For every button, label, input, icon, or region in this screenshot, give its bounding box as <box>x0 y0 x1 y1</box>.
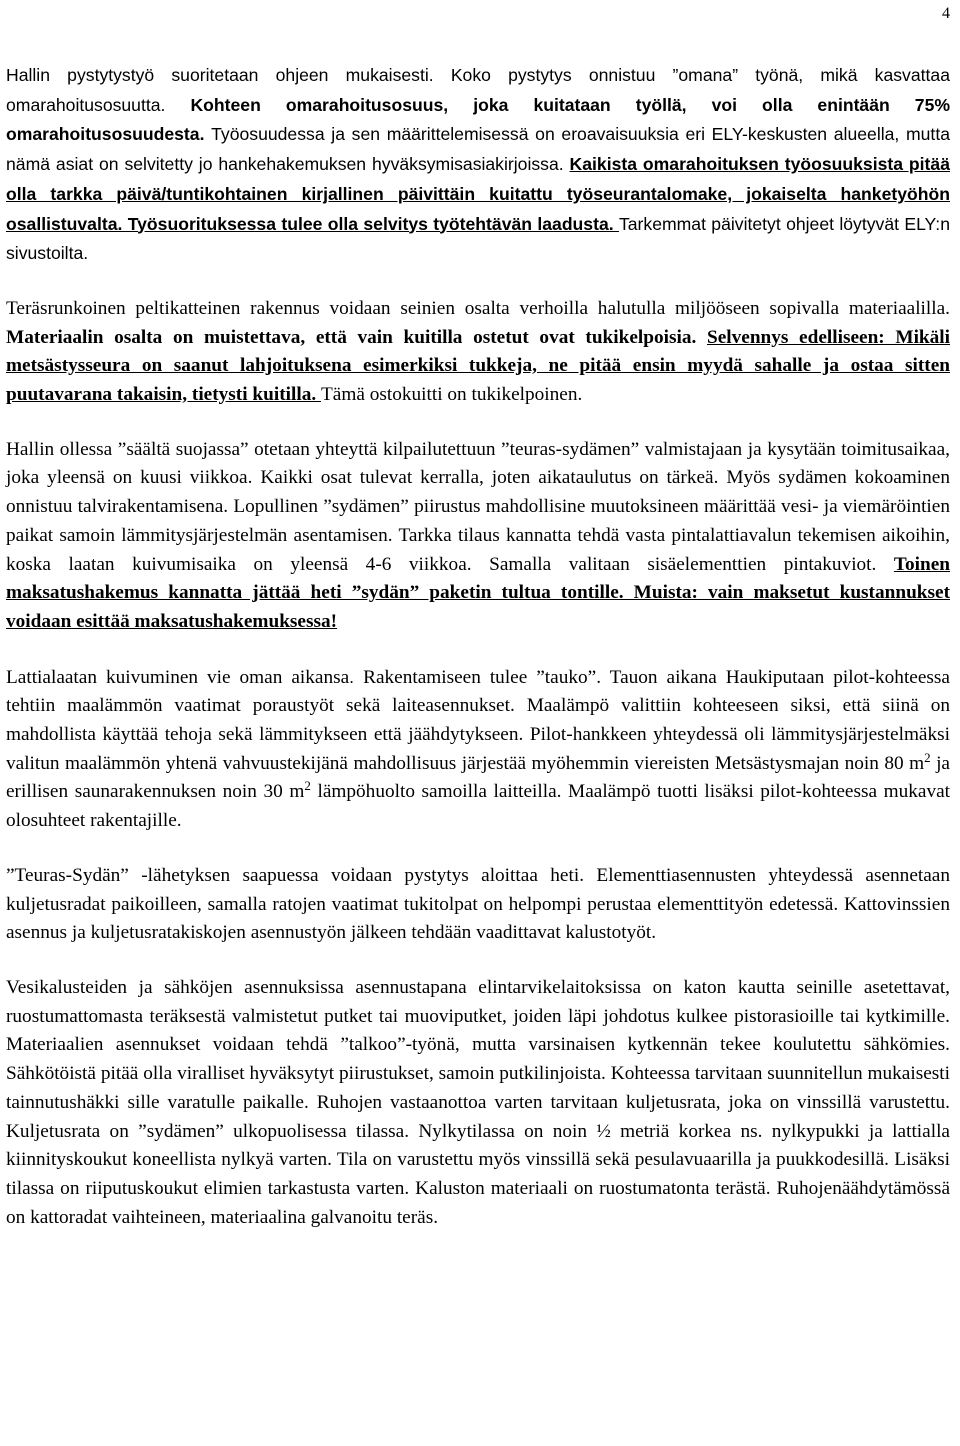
p1-sentence-1: Hallin pystytystyö suoritetaan ohjeen mukaisesti. Koko pystytys onnistuu ”omana” työnä, mikä kasvattaa omarahoitusosuutta. <box>6 65 950 115</box>
p4-sentence-1: Lattialaatan kuivuminen vie oman aikansa <box>6 666 350 688</box>
p3-sentence-1: Hallin ollessa ”säältä suojassa” otetaan yhteyttä kilpailutettuun ”teuras-sydämen” valmistajaan ja kysytään toimitusaikaa, joka yleensä on kuusi viikkoa. Kaikki osat tulevat kerralla, joten aikataulutus on tärkeä. Myös sydämen kokoaminen onnistuu talvirakentamisena. Lopullinen ”sydämen” piirustus mahdollisine muutoksineen määrittää vesi- ja viemäröintien paikat samoin lämmitysjärjestelmän asentamisen. Tarkka tilaus kannatta tehdä vasta pintalattiavalun tekemisen aikoihin, koska laatan kuivumisaika on yleensä 4-6 viikkoa. Samalla valitaan sisäelementtien pintakuviot. <box>6 438 950 575</box>
paragraph-geothermal <box>6 663 950 836</box>
p2-sentence-4: Tämä ostokuitti on tukikelpoinen. <box>320 384 583 406</box>
p1-sentence-3: Työosuudessa ja sen määrittelemisessä on eroavaisuuksia eri ELY-keskusten alueella, mutta nämä asiat on selvitetty jo hankehakemuksen hyväksymisasiakirjoissa. <box>6 124 950 175</box>
p4-sentence-3: ja erillisen saunarakennuksen noin 30 m <box>6 752 950 803</box>
p4-sentence-2: Rakentamiseen tulee ”tauko”. Tauon aikana Haukiputaan pilot-kohteessa tehtiin maalämmön vaatimat poraustyöt sekä laiteasennukset. Maalämpö valittiin kohteeseen siksi, että siinä on mahdollista käyttää tehoja sekä lämmitykseen että jäähdytykseen. Pilot-hankkeen yhteydessä oli lämmitysjärjestelmäksi valitun maalämmön yhtenä vahvuustekijänä mahdollisuus järjestää myöhemmin viereisten Metsästysmajan noin 80 m <box>6 666 950 774</box>
document-body <box>6 61 950 1258</box>
p4-sentence-4: lämpöhuolto samoilla laitteilla. Maalämpö tuotti lisäksi pilot-kohteessa mukavat olosuhteet rakentajille. <box>6 781 950 832</box>
p5-text: ”Teuras-Sydän” -lähetyksen saapuessa voidaan pystytys aloittaa heti. Elementtiasennusten yhteydessä asennetaan kuljetusradat paikoilleen, samalla ratojen vaatimat tukitolpat on helpompi perustaa elementtityön edetessä. Kattovinssien asennus ja kuljetusratakiskojen asennustyön jälkeen tehdään vaadittavat kalustotyöt. <box>6 864 950 944</box>
p3-sentence-2: Toinen maksatushakemus kannatta jättää heti ”sydän” paketin tultua tontille. Muista: vain maksetut kustannukset voidaan esittää maksatushakemuksessa! <box>6 553 950 632</box>
p4-superscript-1: 2 <box>924 749 931 765</box>
p2-sentence-3: Selvennys edelliseen: Mikäli metsästysseura on saanut lahjoituksena esimerkiksi tukkeja, ne pitää ensin myydä sahalle ja ostaa sitten puutavarana takaisin, tietysti kuitilla. <box>6 326 951 406</box>
p2-sentence-2: Materiaalin osalta on muistettava, että vain kuitilla ostetut ovat tukikelpoisia. <box>6 326 707 348</box>
paragraph-materials <box>6 295 950 410</box>
paragraph-delivery <box>6 862 950 948</box>
p6-text: Vesikalusteiden ja sähköjen asennuksissa asennustapana elintarvikelaitoksissa on katon kautta seinille asetettavat, ruostumattomasta teräksestä valmistetut putket tai muoviputket, joiden läpi johdotus kulkee pistorasioille tai kytkimille. Materiaalien asennukset voidaan tehdä ”talkoo”-työnä, mutta varsinaisen kytkennän tekee koulutettu sähkömies. Sähkötöistä pitää olla viralliset hyväksytyt piirustukset, samoin putkilinjoista. Kohteessa tarvitaan suunnitellun mukaisesti tainnutushäkki sille varatulle paikalle. Ruhojen vastaanottoa varten tarvitaan kuljetusrata, joka on vinssillä varustettu. Kuljetusrata on ”sydämen” ulkopuolisessa tilassa. Nylkytilassa on noin ½ metriä korkea ns. nylkypukki ja lattialla kiinnityskoukut koneellista nylkyä varten. Tila on varustettu myös vinssillä sekä pesulavuaarilla ja puukkodesillä. Lisäksi tilassa on riiputuskoukut elimien tarkastusta varten. Kaluston materiaali on ruostumatonta terästä. Ruhojenäähdytämössä on kattoradat vaihteineen, materiaalina galvanoitu teräs. <box>6 976 950 1228</box>
p1-sentence-5: Tarkemmat päivitetyt ohjeet löytyvät ELY:n sivustoilta. <box>6 213 950 264</box>
p4-superscript-2: 2 <box>304 778 311 794</box>
p4-sentence-1-end: . <box>349 666 364 687</box>
p1-sentence-2: Kohteen omarahoitusosuus, joka kuitataan työllä, voi olla enintään 75% omarahoitusosuudesta. <box>6 94 951 145</box>
p1-sentence-4: Kaikista omarahoituksen työosuuksista pitää olla tarkka päivä/tuntikohtainen kirjallinen päivittäin kuitattu työseurantalomake, jokaiselta hanketyöhön osallistuvalta. Työsuorituksessa tulee olla selvitys työtehtävän laadusta. <box>6 154 950 234</box>
p2-sentence-1: Teräsrunkoinen peltikatteinen rakennus voidaan seinien osalta verhoilla halutulla miljööseen sopivalla materiaalilla. <box>6 297 950 319</box>
page-number: 4 <box>942 5 950 22</box>
paragraph-installations <box>6 974 950 1232</box>
paragraph-self-financing <box>6 61 950 269</box>
paragraph-heart-order <box>6 436 950 637</box>
